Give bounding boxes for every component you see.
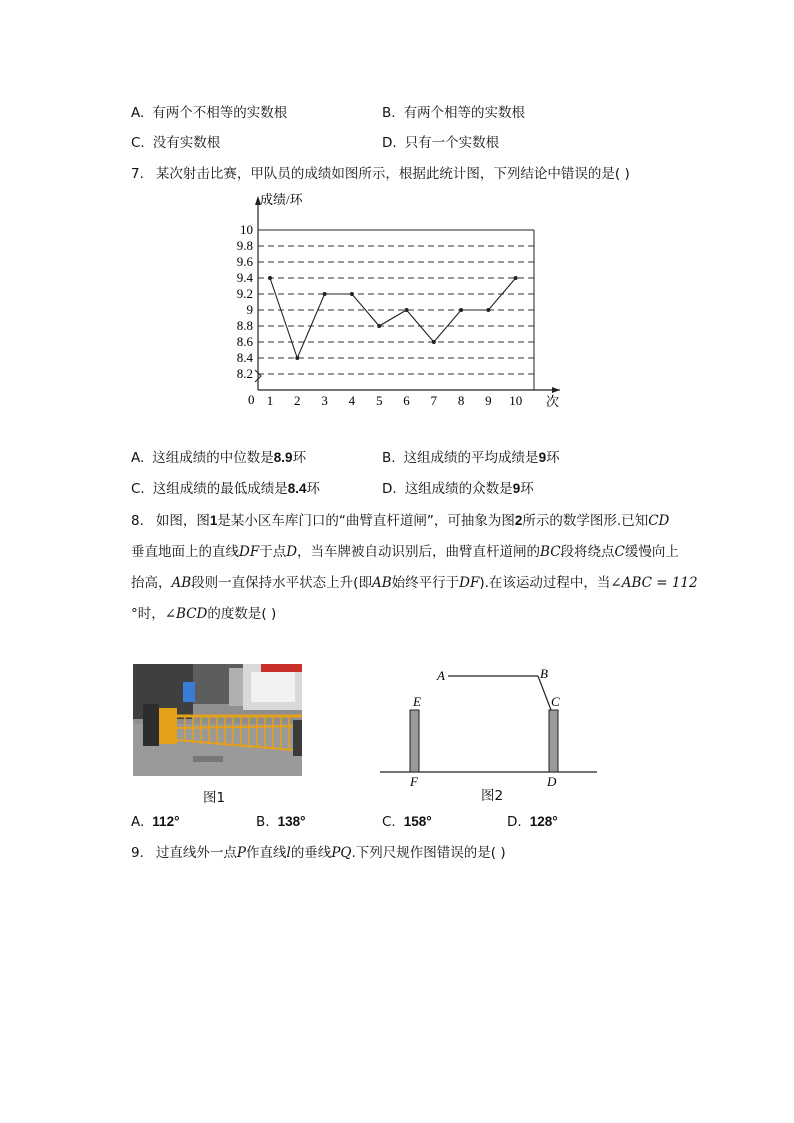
option-letter: B.: [382, 450, 396, 466]
label-d: D: [547, 774, 557, 789]
stem-text: 于点: [259, 544, 287, 560]
y-tick-label: 9.8: [236, 238, 253, 253]
score-line-chart: [230, 190, 570, 415]
y-tick-label: 9.6: [236, 254, 253, 269]
option-letter: C.: [131, 481, 145, 497]
stem-num: 1: [209, 513, 218, 528]
question-number: 9.: [131, 845, 144, 861]
score-line: [270, 278, 516, 358]
q8-option-c[interactable]: [382, 812, 432, 832]
x-tick-label: 2: [294, 393, 301, 408]
stem-math: ∠BCD: [164, 606, 208, 622]
x-axis-label: 次: [546, 394, 560, 409]
q9-stem: [131, 843, 506, 863]
data-point: [377, 324, 381, 328]
stem-text: 的垂线: [290, 845, 332, 861]
segment-bc: [538, 676, 551, 710]
x-tick-label: 1: [266, 393, 274, 408]
option-text: 这组成绩的众数是: [404, 481, 513, 497]
q8-option-d[interactable]: [507, 812, 558, 832]
stem-text: 所示的数学图形.已知: [522, 513, 649, 529]
x-tick-label: 10: [509, 393, 523, 408]
data-point: [295, 356, 299, 360]
q8-stem-line-1: [131, 511, 669, 531]
stem-math: ∠ABC = 112: [610, 575, 698, 591]
x-tick-labels: [267, 393, 522, 408]
x-tick-label: 7: [430, 393, 438, 408]
question-number: 8.: [131, 513, 144, 529]
y-tick-label: 8.4: [236, 350, 253, 365]
option-unit: 环: [292, 450, 307, 466]
option-letter: B.: [382, 105, 396, 121]
option-text: 这组成绩的最低成绩是: [152, 481, 288, 497]
option-unit: 环: [306, 481, 320, 497]
stem-text: ).在该运动过程中，当: [479, 575, 611, 591]
post-cd: [549, 710, 558, 772]
q7-option-c[interactable]: [131, 479, 320, 499]
stem-math: BC: [540, 544, 561, 560]
option-value: 9: [512, 481, 521, 496]
label-c: C: [551, 694, 560, 709]
chart-grid: [258, 246, 534, 374]
label-e: E: [413, 694, 421, 709]
q8-stem-line-4: [131, 604, 276, 624]
x-tick-label: 9: [485, 393, 492, 408]
option-letter: A.: [131, 450, 145, 466]
q6-option-a[interactable]: [131, 103, 287, 123]
stem-text: 是某小区车库门口的“曲臂直杆道闸”，可抽象为图: [217, 513, 515, 529]
stem-text: °时，: [131, 606, 165, 622]
option-text: 这组成绩的平均成绩是: [403, 450, 539, 466]
data-point: [405, 308, 409, 312]
stem-text: 垂直地面上的直线: [131, 544, 239, 560]
y-tick-label: 9: [246, 302, 253, 317]
label-f: F: [410, 774, 418, 789]
option-text: 有两个不相等的实数根: [152, 105, 288, 121]
x-tick-label: 3: [321, 393, 328, 408]
label-a: A: [437, 668, 445, 683]
option-value: 128°: [529, 814, 558, 829]
y-tick-label: 8.8: [236, 318, 253, 333]
q6-option-d[interactable]: [382, 133, 499, 153]
stem-text: 段则一直保持水平状态上升(即: [191, 575, 372, 591]
q7-option-a[interactable]: [131, 448, 306, 468]
q6-option-b[interactable]: [382, 103, 525, 123]
figure-2-diagram: [375, 660, 605, 790]
option-letter: A.: [131, 814, 145, 830]
stem-text: 作直线: [245, 845, 287, 861]
y-tick-label: 9.4: [236, 270, 253, 285]
stem-text: 过直线外一点: [155, 845, 237, 861]
option-letter: C.: [131, 135, 145, 151]
data-point: [486, 308, 490, 312]
option-text: 这组成绩的中位数是: [152, 450, 274, 466]
data-point: [432, 340, 436, 344]
q7-option-d[interactable]: [382, 479, 534, 499]
figure-2-caption: 图2: [481, 788, 504, 804]
stem-math: l: [286, 845, 291, 861]
x-tick-label: 6: [403, 393, 410, 408]
option-text: 有两个相等的实数根: [403, 105, 526, 121]
barrier-gate-photo: [133, 664, 302, 776]
figure-1-caption: 图1: [203, 790, 226, 806]
option-value: 138°: [277, 814, 306, 829]
stem-math: PQ: [331, 845, 352, 861]
option-unit: 环: [520, 481, 534, 497]
q8-option-a[interactable]: [131, 812, 179, 832]
stem-math: AB: [371, 575, 392, 591]
data-point: [514, 276, 518, 280]
data-point: [323, 292, 327, 296]
label-b: B: [540, 666, 548, 681]
q8-stem-line-3: [131, 573, 698, 593]
stem-math: C: [614, 544, 625, 560]
stem-text: 段将绕点: [560, 544, 615, 560]
y-tick-label: 8.2: [236, 366, 253, 381]
q7-stem: [131, 164, 630, 184]
stem-math: CD: [648, 513, 670, 529]
stem-text: 始终平行于: [391, 575, 460, 591]
q6-option-c[interactable]: [131, 133, 220, 153]
option-value: 112°: [152, 814, 180, 829]
question-text: 某次射击比赛，甲队员的成绩如图所示，根据此统计图，下列结论中错误的是( ): [155, 166, 630, 182]
x-tick-label: 4: [348, 393, 356, 408]
q8-option-b[interactable]: [256, 812, 306, 832]
stem-math: P: [236, 845, 246, 861]
option-letter: D.: [382, 135, 397, 151]
stem-text: 缓慢向上: [624, 544, 679, 560]
stem-math: AB: [171, 575, 192, 591]
option-text: 没有实数根: [152, 135, 221, 151]
option-value: 8.4: [287, 481, 307, 496]
option-letter: D.: [382, 481, 397, 497]
score-series: [268, 276, 518, 360]
stem-math: D: [286, 544, 298, 560]
stem-text: ，当车牌被自动识别后，曲臂直杆道闸的: [297, 544, 541, 560]
x-tick-label: 5: [375, 393, 383, 408]
option-letter: D.: [507, 814, 522, 830]
stem-text: .下列尺规作图错误的是( ): [351, 845, 506, 861]
option-letter: C.: [382, 814, 396, 830]
option-value: 158°: [403, 814, 432, 829]
data-point: [350, 292, 354, 296]
question-number: 7.: [131, 166, 144, 182]
option-value: 8.9: [273, 450, 293, 465]
y-axis-label: 成绩/环: [260, 192, 303, 207]
y-tick-labels: [237, 222, 254, 381]
data-point: [459, 308, 463, 312]
stem-text: 如图，图: [155, 513, 210, 529]
q7-option-b[interactable]: [382, 448, 560, 468]
q8-stem-line-2: [131, 542, 679, 562]
data-point: [268, 276, 272, 280]
x-tick-label: 8: [457, 393, 465, 408]
stem-math: DF: [459, 575, 480, 591]
post-ef: [410, 710, 419, 772]
stem-num: 2: [514, 513, 523, 528]
y-tick-label: 8.6: [236, 334, 253, 349]
option-text: 只有一个实数根: [404, 135, 500, 151]
y-tick-label: 9.2: [236, 286, 253, 301]
stem-text: 抬高，: [131, 575, 172, 591]
option-letter: A.: [131, 105, 145, 121]
stem-text: 的度数是( ): [207, 606, 277, 622]
option-unit: 环: [546, 450, 560, 466]
option-letter: B.: [256, 814, 270, 830]
y-tick-label: 10: [240, 222, 253, 237]
stem-math: DF: [239, 544, 260, 560]
x-axis-arrow: [552, 387, 560, 393]
option-value: 9: [538, 450, 547, 465]
origin-label: 0: [248, 392, 255, 407]
